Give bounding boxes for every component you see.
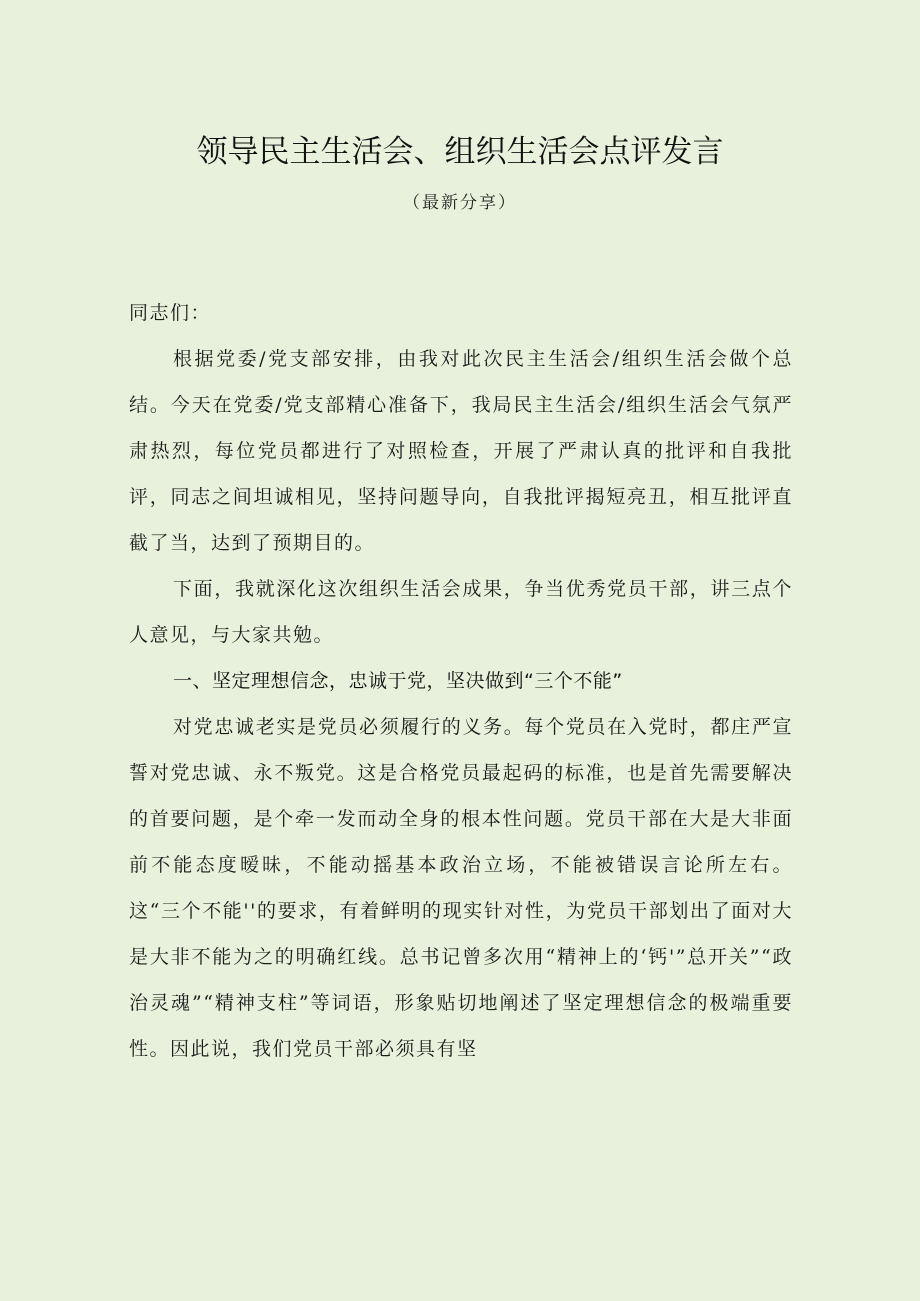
salutation: 同志们：: [129, 302, 212, 324]
section-heading: 一、坚定理想信念，忠诚于党，坚决做到“三个不能”: [173, 670, 623, 692]
body-paragraph-1: 根据党委/党支部安排，由我对此次民主生活会/组织生活会做个总结。今天在党委/党支部精心准备下，我局民主生活会/组织生活会气氛严肃热烈，每位党员都进行了对照检查，开展了严肃认真的批评和自我批评，同志之间坦诚相见，坚持问题导向，自我批评揭短亮丑，相互批评直截了当，达到了预期目的。: [129, 348, 793, 554]
document-title: 领导民主生活会、组织生活会点评发言: [196, 134, 724, 170]
document-subtitle: （最新分享）: [403, 193, 517, 213]
body-paragraph-2: 下面，我就深化这次组织生活会成果，争当优秀党员干部，讲三点个人意见，与大家共勉。: [129, 578, 793, 646]
section-paragraph: 对党忠诚老实是党员必须履行的义务。每个党员在入党时，都庄严宣誓对党忠诚、永不叛党。这是合格党员最起码的标准，也是首先需要解决的首要问题，是个牵一发而动全身的根本性问题。党员干部在大是大非面前不能态度暧昧，不能动摇基本政治立场，不能被错误言论所左右。这“三个不能''的要求，有着鲜明的现实针对性，为党员干部划出了面对大是大非不能为之的明确红线。总书记曾多次用“精神上的‘钙'”总开关”“政治灵魂”“精神支柱”等词语，形象贴切地阐述了坚定理想信念的极端重要性。因此说，我们党员干部必须具有坚: [129, 716, 793, 1060]
document-body: [129, 290, 793, 1072]
